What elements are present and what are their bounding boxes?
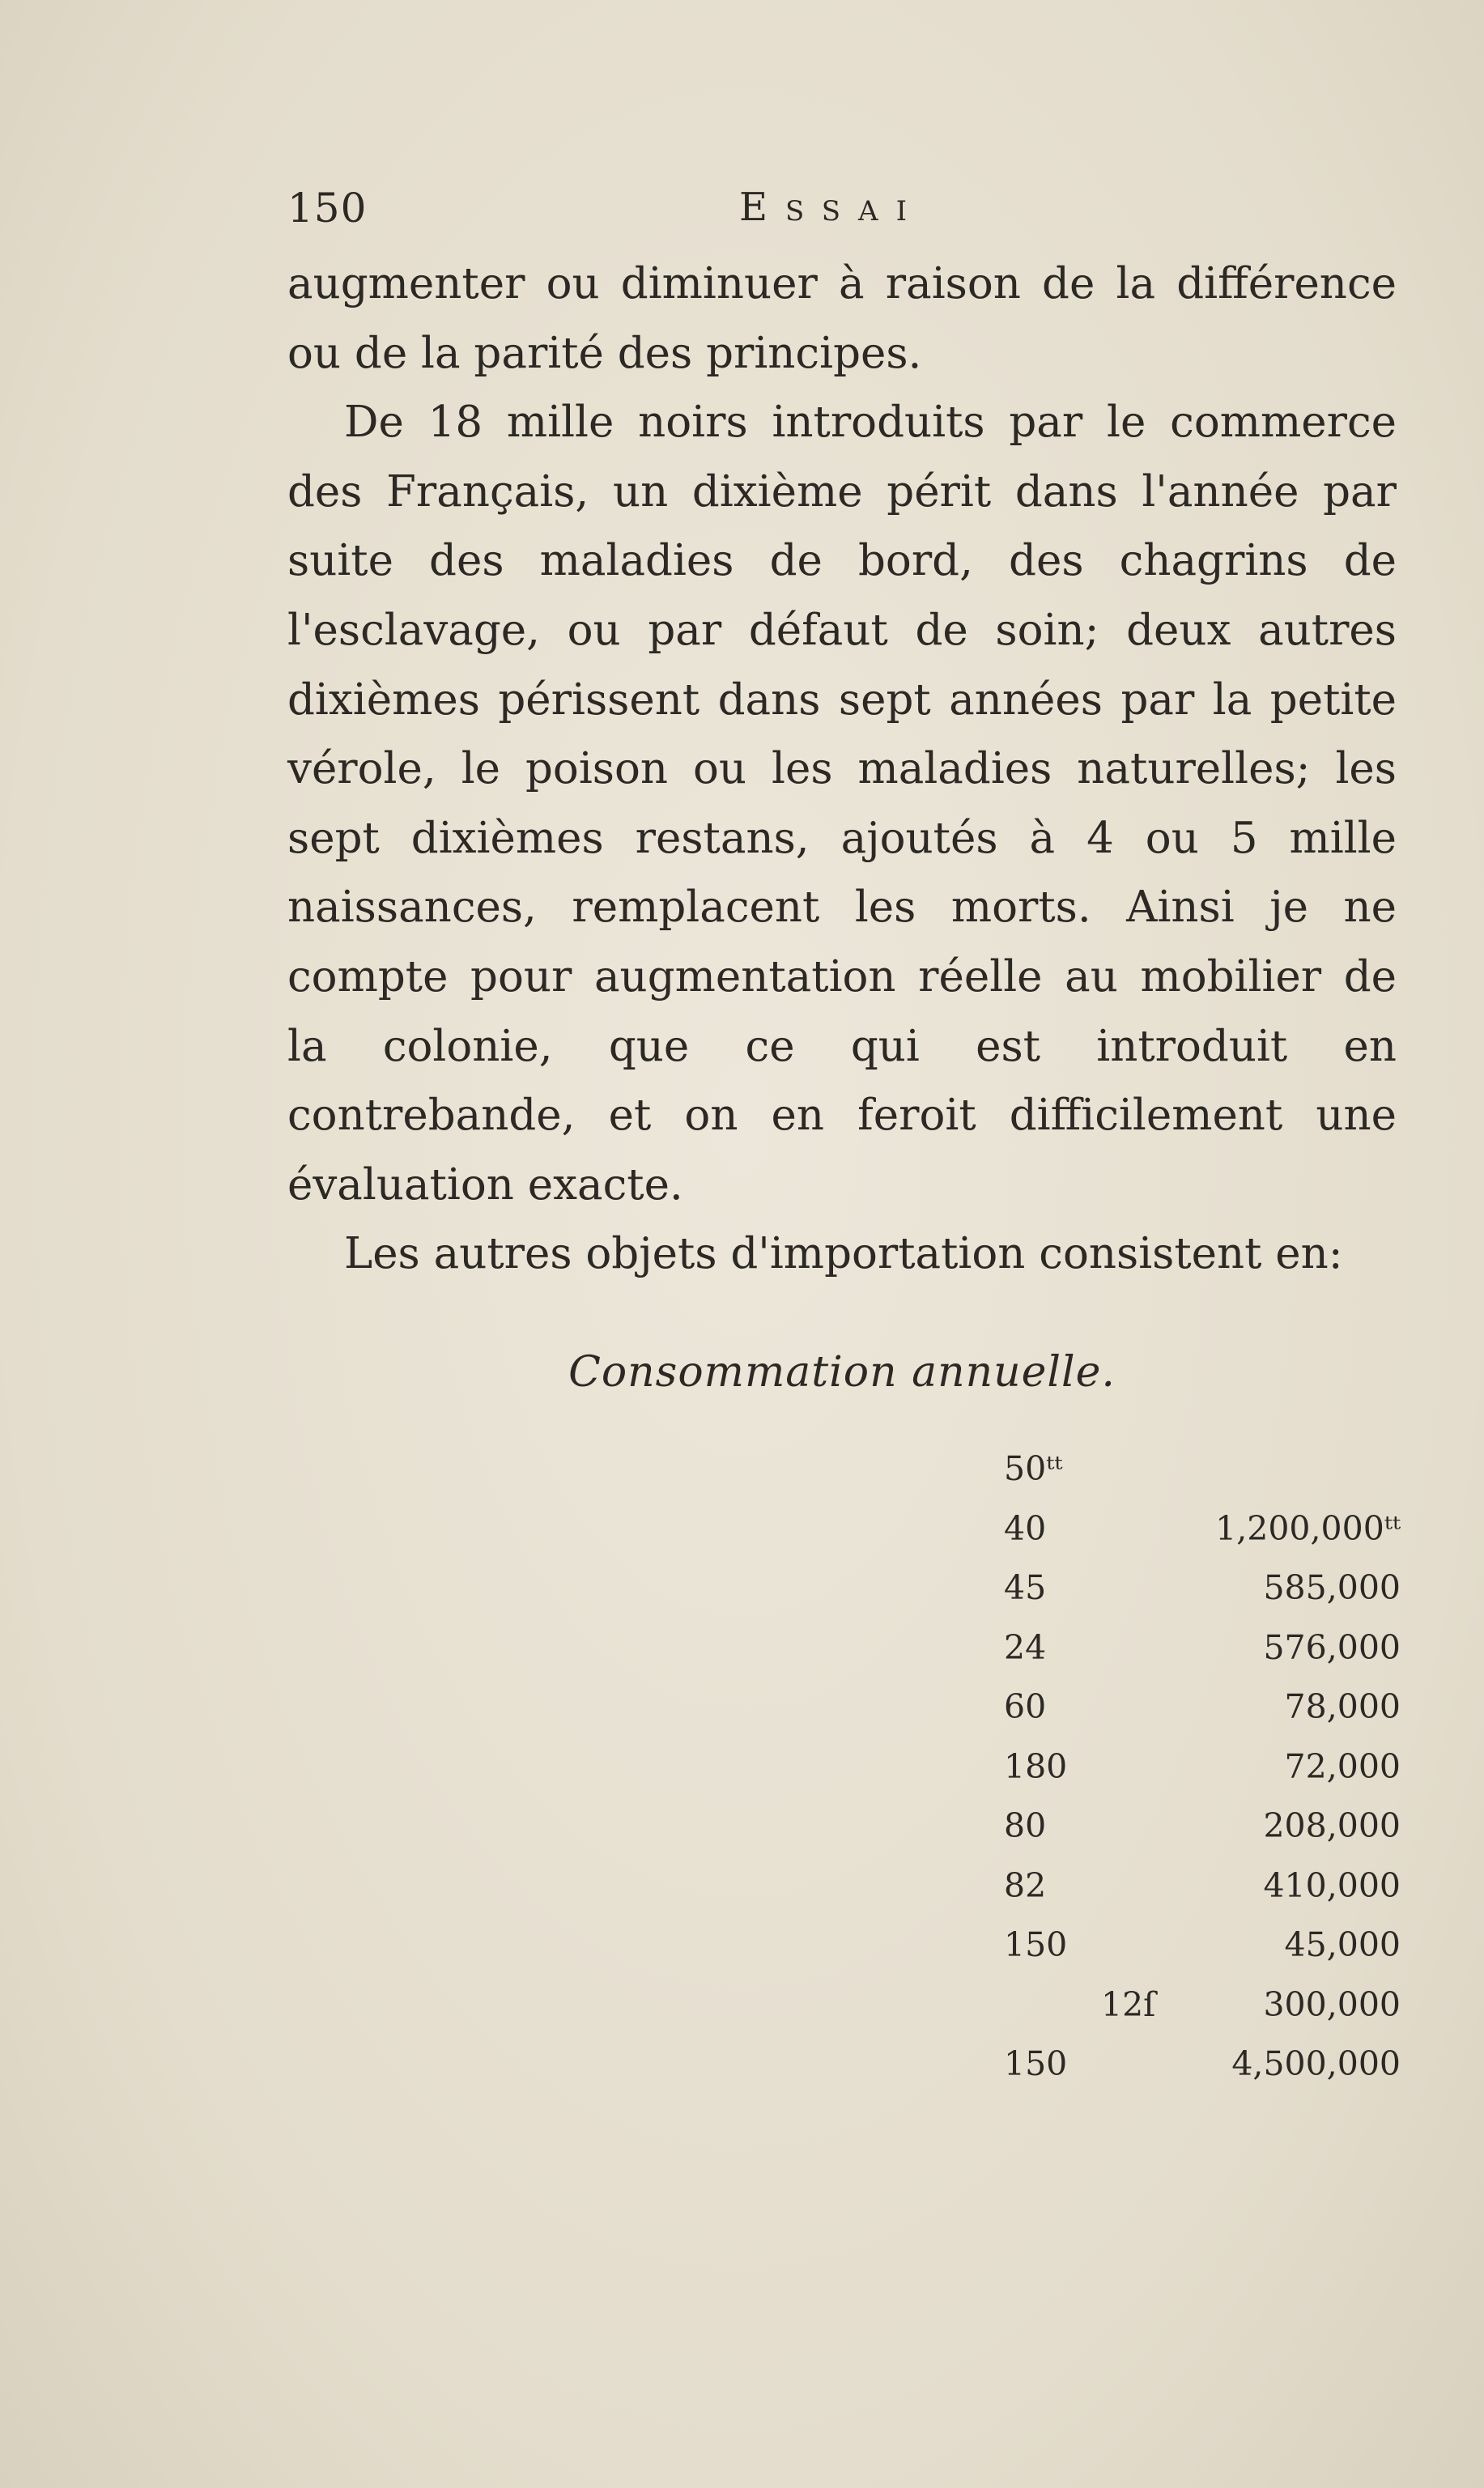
- table-row: [296, 1449, 1401, 1509]
- row-total: 72,000: [1284, 1746, 1401, 1786]
- row-unit-price: 40: [1004, 1508, 1047, 1548]
- row-total: 585,000: [1263, 1568, 1401, 1607]
- table-caption: Consommation annuelle.: [568, 1348, 1116, 1397]
- running-head: Essai: [739, 185, 925, 230]
- page-header: [287, 185, 1397, 241]
- table-row: [296, 1509, 1401, 1569]
- row-unit-price: 60: [1004, 1687, 1047, 1726]
- table-row: [296, 1747, 1401, 1807]
- table-row: [296, 1866, 1401, 1926]
- table-row: [296, 1568, 1401, 1628]
- consumption-table: [296, 1449, 1401, 2104]
- row-unit-price: 150: [1004, 1925, 1068, 1964]
- row-total: 300,000: [1263, 1984, 1401, 2024]
- row-total: 410,000: [1263, 1865, 1401, 1905]
- paragraph-continuation: augmenter ou diminuer à raison de la différence ou de la parité des principes.: [287, 259, 1397, 378]
- table-row: [296, 1925, 1401, 1985]
- body-text: [287, 249, 1397, 1289]
- table-row: [296, 2044, 1401, 2104]
- paragraph-imports-intro: Les autres objets d'importation consistent en:: [344, 1229, 1343, 1279]
- row-unit-price: 150: [1004, 2044, 1068, 2083]
- row-unit-price: 80: [1004, 1806, 1047, 1845]
- table-row: [296, 1628, 1401, 1688]
- page-number: 150: [287, 185, 368, 232]
- table-row: [296, 1687, 1401, 1747]
- paragraph-slave-trade: De 18 mille noirs introduits par le commerce des Français, un dixième périt dans l'année par suite des maladies de bord, des chagrins de l'esclavage, ou par défaut de soin; deux autres dixièmes périssent dans sept années par la petite vérole, le poison ou les maladies naturelles; les sept dixièmes restans, ajoutés à 4 ou 5 mille naissances, remplacent les morts. Ainsi je ne compte pour augmentation réelle au mobilier de la colonie, que ce qui est introduit en contrebande, et on en feroit difficilement une évaluation exacte.: [287, 398, 1397, 1210]
- row-total: 208,000: [1263, 1806, 1401, 1845]
- row-total: 1,200,000ᵗᵗ: [1215, 1508, 1401, 1548]
- row-unit-price: 24: [1004, 1627, 1047, 1667]
- row-total: 4,500,000: [1231, 2044, 1401, 2083]
- row-unit-price: 82: [1004, 1865, 1047, 1905]
- row-alt-price: 12ſ: [1101, 1984, 1156, 2024]
- table-row: [296, 1806, 1401, 1866]
- row-unit-price: 50ᵗᵗ: [1004, 1449, 1063, 1488]
- row-total: 78,000: [1284, 1687, 1401, 1726]
- row-total: 45,000: [1284, 1925, 1401, 1964]
- row-unit-price: 180: [1004, 1746, 1068, 1786]
- row-total: 576,000: [1263, 1627, 1401, 1667]
- row-unit-price: 45: [1004, 1568, 1047, 1607]
- table-row: [296, 1985, 1401, 2045]
